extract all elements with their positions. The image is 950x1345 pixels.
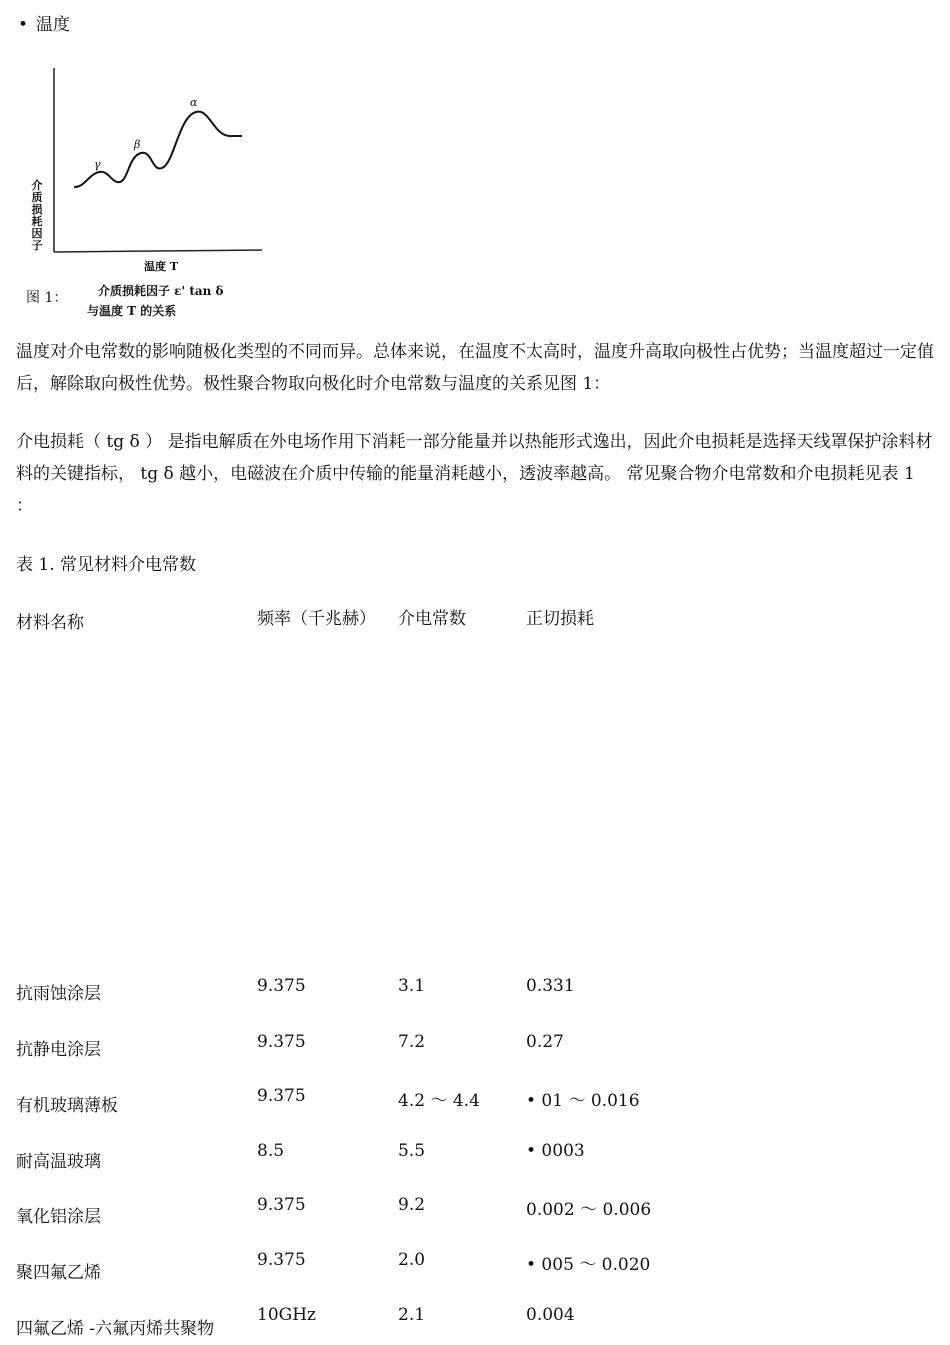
cell-frequency: 9.375 <box>257 1250 306 1270</box>
header-loss-tangent: 正切损耗 <box>526 609 594 629</box>
cell-material: 氧化铝涂层 <box>16 1207 101 1227</box>
figure-loss-vs-temperature <box>14 60 274 325</box>
cell-material: 抗雨蚀涂层 <box>16 984 101 1004</box>
cell-material: 有机玻璃薄板 <box>16 1096 118 1116</box>
cell-material: 聚四氟乙烯 <box>16 1263 101 1283</box>
cell-material: 耐高温玻璃 <box>16 1152 101 1172</box>
cell-loss: 0.004 <box>526 1305 575 1325</box>
cell-frequency: 8.5 <box>257 1141 285 1161</box>
cell-dielectric: 7.2 <box>398 1032 426 1052</box>
peak-gamma-label: γ <box>94 158 101 171</box>
cell-dielectric: 2.0 <box>398 1250 426 1270</box>
peak-beta-label: β <box>134 138 141 151</box>
header-material-name: 材料名称 <box>16 613 84 633</box>
paragraph-dielectric-loss: 介电损耗（ tg δ ） 是指电解质在外电场作用下消耗一部分能量并以热能形式逸出，因此介电损耗是选择天线罩保护涂料材料的关键指标， tg δ 越小，电磁波在介质中传输的能量消耗越小，透波率越高。 常见聚合物介电常数和介电损耗见表 1 ： <box>16 432 933 516</box>
figure-caption-line-2: 与温度 T 的关系 <box>87 304 177 318</box>
figure-y-axis-label: 介质损耗因子 <box>31 179 43 252</box>
loss-curve <box>74 112 242 187</box>
x-axis <box>54 250 262 252</box>
cell-dielectric: 9.2 <box>398 1195 426 1215</box>
peak-alpha-label: α <box>190 96 198 109</box>
cell-loss: 0.331 <box>526 976 575 996</box>
cell-frequency: 9.375 <box>257 1086 306 1106</box>
cell-loss: 0.002 ～ 0.006 <box>526 1200 652 1220</box>
cell-frequency: 9.375 <box>257 1032 306 1052</box>
cell-dielectric: 3.1 <box>398 976 426 996</box>
paragraph-temperature: 温度对介电常数的影响随极化类型的不同而异。总体来说，在温度不太高时，温度升高取向极性占优势；当温度超过一定值后，解除取向极性优势。极性聚合物取向极化时介电常数与温度的关系见图 1： <box>16 342 934 394</box>
cell-frequency: 10GHz <box>257 1305 316 1325</box>
header-dielectric-constant: 介电常数 <box>398 609 466 629</box>
cell-dielectric: 5.5 <box>398 1141 426 1161</box>
section-heading: 温度 <box>36 15 71 35</box>
figure-caption-line-1: 介质损耗因子 ε' tan δ <box>98 284 224 298</box>
table-title: 表 1. 常见材料介电常数 <box>16 555 197 575</box>
cell-dielectric: 4.2 ～ 4.4 <box>398 1091 480 1111</box>
cell-loss: • 01 ～ 0.016 <box>526 1091 640 1111</box>
cell-frequency: 9.375 <box>257 1195 306 1215</box>
bullet-dot: • <box>18 15 29 35</box>
cell-loss: • 005 ～ 0.020 <box>526 1255 651 1275</box>
header-frequency: 频率（千兆赫） <box>257 609 376 629</box>
cell-material: 四氟乙烯 -六氟丙烯共聚物 <box>16 1319 215 1339</box>
cell-frequency: 9.375 <box>257 976 306 996</box>
cell-dielectric: 2.1 <box>398 1305 426 1325</box>
figure-number: 图 1： <box>26 290 68 306</box>
section-bullet <box>18 10 70 35</box>
cell-loss: • 0003 <box>526 1141 585 1161</box>
cell-loss: 0.27 <box>526 1032 564 1052</box>
cell-material: 抗静电涂层 <box>16 1040 101 1060</box>
figure-x-axis-label: 温度 T <box>144 260 179 273</box>
